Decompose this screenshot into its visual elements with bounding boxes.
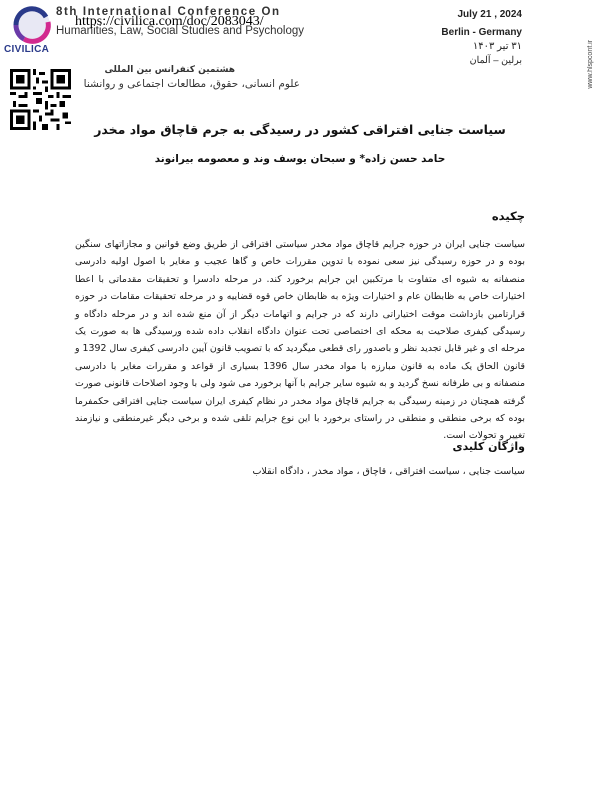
conference-date-fa: ۳۱ تیر ۱۴۰۳: [472, 41, 522, 52]
side-website-url: www.hlspconf.ir: [587, 40, 594, 89]
keywords-list: سیاست جنایی ، سیاست افتراقی ، قاچاق ، مواد مخدر ، دادگاه انقلاب: [252, 466, 525, 477]
conference-name-fa-line1: هشتمین کنفرانس بین المللی: [104, 65, 235, 75]
conference-title: 8th International Conference On: [56, 6, 281, 18]
paper-title: سیاست جنایی افتراقی کشور در رسیدگی به جرم قاچاق مواد مخدر: [94, 122, 506, 137]
paper-authors: حامد حسن زاده* و سبحان یوسف وند و معصومه بیرانوند: [154, 153, 446, 165]
conference-city-fa: برلین – آلمان: [469, 55, 522, 66]
abstract-heading: چکیده: [491, 209, 525, 223]
abstract-body: سیاست جنایی ایران در حوزه جرایم قاچاق مواد مخدر سیاستی افتراقی از طریق وضع قوانین و مجازاتهای سنگین بوده و در حوزه رسیدگی نیز سعی نموده با تدوین مقررات خاص و گاها عجیب و مغایر با اصول اولیه دادرسی منصفانه به شیوه ای متفاوت با مرتکبین این جرایم برخورد کند. در مرحله دادسرا و تحقیقات مقدماتی با اعطا اختیارات خاص به ظابطان عام و اختیارات ویژه به ظابطان خاص قوه قضاییه و در مرحله تحقیقات مقامات در حوزه قرارتامین بازداشت موقت اختیاراتی دارند که در جرایم و اتهامات دیگر از آن منع شده اند و در مرحله دادگاه و رسیدگی کیفری صلاحیت به محکه ای اختصاصی تحت عنوان دادگاه انقلاب داده شده ورسیدگی ها به صورت یک مرحله ای و غیر قابل تجدید نظر و باصدور رای قطعی میگردید که با تصویب قانون آیین دادرسی کیفری سال 1392 و قانون الحاق یک ماده به قانون مبارزه با مواد مخدر سال 1396 بسیاری از قواعد و مقررات مغایر با دادرسی منصفانه و بی طرفانه نسخ گردید و به شیوه سایر جرایم با آنها برخورد می شود ولی با وجود اصلاحات قانونی صورت گرفته همچنان در زمینه رسیدگی به جرایم قاچاق مواد مخدر در نظام کیفری ایران سیاست جنایی افتراقی حکمفرما بوده که برخی منطقی و منطقی در راستای برخورد با این نوع جرایم تلقی شده و برخی دیگر غیرمنطقی و نیازمند تغییر و تحولات است.: [75, 239, 526, 442]
document-url-link[interactable]: https://civilica.com/doc/2083043/: [75, 14, 264, 29]
logo-text: CIVILICA: [4, 44, 50, 55]
conference-name-fa-line2: علوم انسانی، حقوق، مطالعات اجتماعی و روانشنا: [83, 78, 300, 90]
keywords-heading: واژگان کلیدی: [452, 440, 525, 453]
conference-date: July 21 , 2024: [457, 9, 522, 20]
conference-city: Berlin - Germany: [441, 27, 522, 38]
qr-code-icon: [10, 69, 71, 130]
conference-subtitle: Humanities, Law, Social Studies and Psychology: [56, 25, 305, 37]
